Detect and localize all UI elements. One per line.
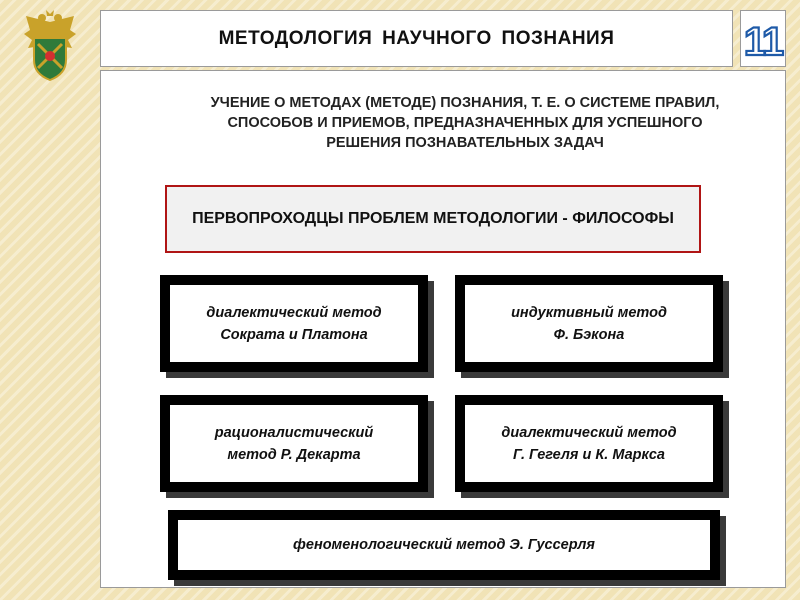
double-headed-eagle-emblem-icon: [20, 8, 80, 84]
methodology-definition: УЧЕНИЕ О МЕТОДАХ (МЕТОДЕ) ПОЗНАНИЯ, Т. Е. О СИСТЕМЕ ПРАВИЛ, СПОСОБОВ И ПРИЕМОВ, ПРЕДНАЗНАЧЕННЫХ ДЛЯ УСПЕШНОГО РЕШЕНИЯ ПОЗНАВАТЕЛЬНЫХ ЗАДАЧ: [210, 95, 720, 151]
method-text: индуктивный метод Ф. Бэкона: [511, 304, 667, 343]
method-text: феноменологический метод Э. Гуссерля: [293, 537, 595, 553]
method-box-bacon: [455, 275, 723, 372]
method-box-descartes: [160, 395, 428, 492]
page-title: МЕТОДОЛОГИЯ НАУЧНОГО ПОЗНАНИЯ: [218, 27, 615, 49]
slide-number-badge: [741, 11, 785, 66]
method-text: диалектический метод Г. Гегеля и К. Маркса: [501, 424, 677, 463]
slide-number: 11: [743, 20, 783, 64]
method-box-husserl: [168, 510, 720, 580]
method-box-hegel-marx: [455, 395, 723, 492]
slide-number-box: [740, 10, 786, 67]
pioneers-box: [165, 185, 701, 253]
method-text: рационалистический метод Р. Декарта: [214, 424, 374, 463]
title-box: [100, 10, 733, 67]
method-text: диалектический метод Сократа и Платона: [206, 304, 382, 343]
method-box-socrates-plato: [160, 275, 428, 372]
pioneers-text: ПЕРВОПРОХОДЦЫ ПРОБЛЕМ МЕТОДОЛОГИИ - ФИЛОСОФЫ: [192, 210, 674, 227]
